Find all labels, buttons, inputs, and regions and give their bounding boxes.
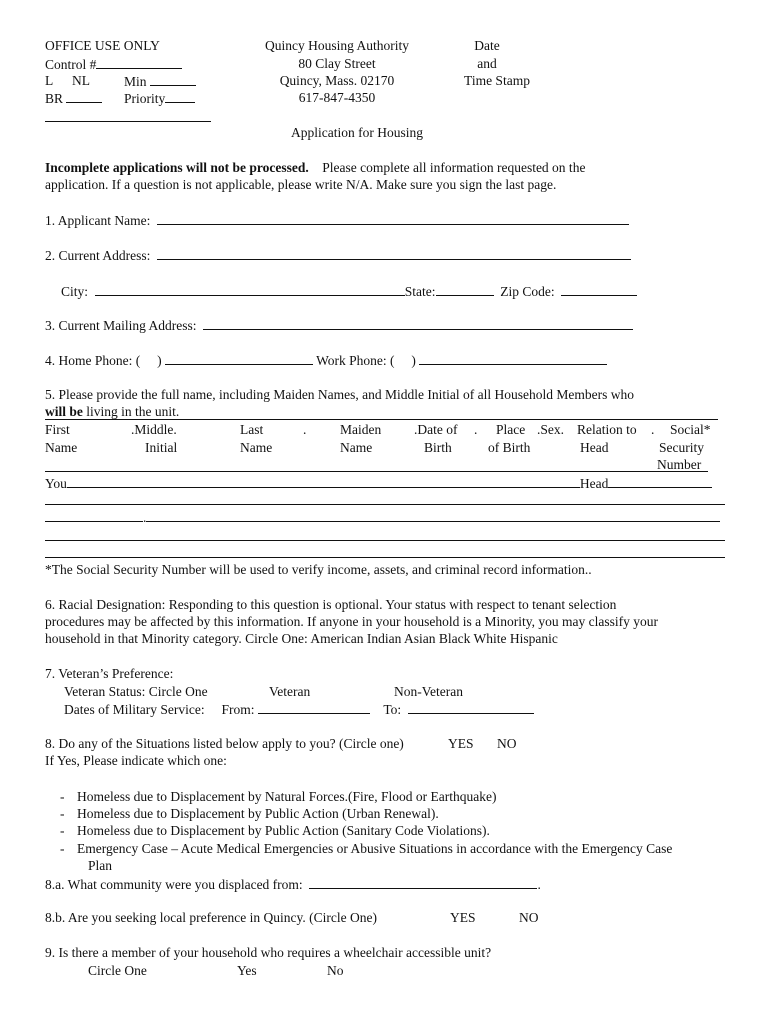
- col-place: Place: [496, 422, 526, 437]
- br-row: [45, 90, 102, 107]
- zip-label: Zip Code:: [500, 284, 555, 299]
- stamp-date: Date: [474, 38, 500, 53]
- bullet-dash: -: [60, 841, 65, 856]
- control-field[interactable]: [96, 56, 182, 69]
- col-first: First: [45, 422, 70, 437]
- col-place-birth: of Birth: [488, 440, 531, 455]
- phone-row: [45, 352, 607, 369]
- zip-field[interactable]: [561, 283, 637, 296]
- household-line-3[interactable]: [45, 540, 725, 541]
- priority-field[interactable]: [165, 90, 195, 103]
- intro-warning: Incomplete applications will not be processed.: [45, 160, 309, 175]
- home-phone-field[interactable]: [165, 352, 313, 365]
- nl-label: NL: [72, 73, 90, 88]
- displaced-row: [45, 876, 541, 893]
- br-label: BR: [45, 91, 64, 106]
- city-row: [61, 283, 637, 300]
- col-dot-2: .: [474, 422, 478, 437]
- table-header-bottom-line: [45, 471, 708, 472]
- household-question: 5. Please provide the full name, including Maiden Names, and Middle Initial of all Household Members who: [45, 387, 634, 402]
- situations-no[interactable]: NO: [497, 736, 517, 751]
- situation-item-continued: Plan: [88, 858, 113, 873]
- br-field[interactable]: [66, 90, 102, 103]
- military-dates-row: [64, 701, 534, 718]
- col-first-name: Name: [45, 440, 78, 455]
- col-relation: Relation to: [577, 422, 637, 437]
- col-middle-initial: Initial: [145, 440, 178, 455]
- current-address-field[interactable]: [157, 247, 631, 260]
- household-question-2: [45, 404, 179, 420]
- stamp-time: Time Stamp: [464, 73, 530, 88]
- to-label: To:: [383, 702, 402, 717]
- col-sex: .Sex.: [537, 422, 564, 437]
- col-number: Number: [657, 457, 702, 472]
- priority-row: [124, 90, 195, 107]
- col-maiden-name: Name: [340, 440, 373, 455]
- city-field[interactable]: [95, 283, 405, 296]
- intro-text-2: application. If a question is not applicable, please write N/A. Make sure you sign the last page.: [45, 177, 557, 192]
- racial-line-1: 6. Racial Designation: Responding to this question is optional. Your status with respect to tenant selection: [45, 597, 617, 612]
- household-line-1[interactable]: [45, 504, 725, 505]
- wheelchair-circle-label: Circle One: [88, 963, 147, 978]
- displaced-end: .: [537, 877, 541, 892]
- state-field[interactable]: [436, 283, 494, 296]
- control-label: Control #: [45, 57, 97, 72]
- col-dob-birth: Birth: [424, 440, 452, 455]
- stamp-and: and: [477, 56, 497, 71]
- local-preference-yes[interactable]: YES: [450, 910, 476, 925]
- mailing-address-label: 3. Current Mailing Address:: [45, 318, 197, 333]
- household-row-2-dot: .: [143, 510, 147, 525]
- household-row-2-first[interactable]: [45, 509, 143, 522]
- col-social: Social*: [670, 422, 711, 437]
- ssn-note: *The Social Security Number will be used to verify income, assets, and criminal record information..: [45, 562, 592, 577]
- current-address-row: [45, 247, 631, 264]
- work-phone-paren: ): [411, 353, 416, 368]
- veteran-status: Veteran Status: Circle One: [64, 684, 208, 699]
- non-veteran-option[interactable]: Non-Veteran: [394, 684, 463, 699]
- displaced-community-field[interactable]: [309, 876, 537, 889]
- authority-city: Quincy, Mass. 02170: [279, 73, 395, 88]
- local-preference-question: 8.b. Are you seeking local preference in Quincy. (Circle One): [45, 910, 377, 925]
- col-dot-1: .: [303, 422, 307, 437]
- office-use-label: OFFICE USE ONLY: [45, 38, 160, 53]
- situations-instruction: If Yes, Please indicate which one:: [45, 753, 227, 768]
- form-title: Application for Housing: [291, 125, 423, 140]
- racial-line-3[interactable]: household in that Minority category. Circle One: American Indian Asian Black White Hispanic: [45, 631, 558, 646]
- authority-street: 80 Clay Street: [298, 56, 376, 71]
- col-security: Security: [659, 440, 704, 455]
- you-field[interactable]: [67, 475, 580, 488]
- table-header-top-line: [45, 419, 718, 420]
- household-row-2-rest[interactable]: [146, 509, 720, 522]
- mailing-address-field[interactable]: [203, 317, 633, 330]
- from-label: From:: [221, 702, 255, 717]
- mailing-address-row: [45, 317, 633, 334]
- work-phone-label: Work Phone: (: [316, 353, 395, 368]
- col-dot-3: .: [651, 422, 655, 437]
- applicant-name-label: 1. Applicant Name:: [45, 213, 151, 228]
- work-phone-field[interactable]: [419, 352, 607, 365]
- situation-item[interactable]: Homeless due to Displacement by Public Action (Sanitary Code Violations).: [77, 823, 490, 838]
- will-be-emphasis: will be: [45, 404, 83, 419]
- you-row: [45, 475, 712, 492]
- intro-text-1: Please complete all information requested on the: [322, 160, 586, 175]
- military-dates-label: Dates of Military Service:: [64, 702, 205, 717]
- bullet-dash: -: [60, 789, 65, 804]
- household-line-4[interactable]: [45, 557, 725, 558]
- priority-label: Priority: [124, 91, 166, 106]
- home-phone-paren: ): [157, 353, 162, 368]
- wheelchair-yes[interactable]: Yes: [237, 963, 257, 978]
- bullet-dash: -: [60, 806, 65, 821]
- situation-item[interactable]: Homeless due to Displacement by Natural Forces.(Fire, Flood or Earthquake): [77, 789, 497, 804]
- you-label: You: [45, 476, 67, 491]
- col-relation-head: Head: [580, 440, 609, 455]
- applicant-name-row: [45, 212, 629, 229]
- control-number: [45, 56, 182, 73]
- col-middle: .Middle.: [131, 422, 177, 437]
- displaced-label: 8.a. What community were you displaced from:: [45, 877, 303, 892]
- intro-line-1: [45, 160, 585, 176]
- living-text: living in the unit.: [82, 404, 180, 419]
- head-label: Head: [579, 476, 609, 491]
- min-field[interactable]: [150, 73, 196, 86]
- local-preference-no[interactable]: NO: [519, 910, 539, 925]
- bullet-dash: -: [60, 823, 65, 838]
- home-phone-label: 4. Home Phone: (: [45, 353, 141, 368]
- situation-item[interactable]: Emergency Case – Acute Medical Emergencies or Abusive Situations in accordance with the Emergency Case: [77, 841, 673, 856]
- applicant-name-field[interactable]: [157, 212, 629, 225]
- veteran-title: 7. Veteran’s Preference:: [45, 666, 174, 681]
- situations-question: 8. Do any of the Situations listed below apply to you? (Circle one): [45, 736, 404, 751]
- household-row-2: [45, 509, 720, 526]
- authority-phone: 617-847-4350: [298, 90, 376, 105]
- situations-yes[interactable]: YES: [448, 736, 474, 751]
- racial-line-2: procedures may be affected by this information. If anyone in your household is a Minority, you may classify your: [45, 614, 658, 629]
- l-label: L: [45, 73, 54, 88]
- you-ssn-field[interactable]: [608, 475, 712, 488]
- col-maiden: Maiden: [340, 422, 382, 437]
- col-last: Last: [240, 422, 264, 437]
- min-row: [124, 73, 196, 90]
- veteran-option[interactable]: Veteran: [269, 684, 311, 699]
- current-address-label: 2. Current Address:: [45, 248, 151, 263]
- situation-item[interactable]: Homeless due to Displacement by Public Action (Urban Renewal).: [77, 806, 439, 821]
- wheelchair-no[interactable]: No: [327, 963, 344, 978]
- col-last-name: Name: [240, 440, 273, 455]
- city-label: City:: [61, 284, 89, 299]
- min-label: Min: [124, 74, 147, 89]
- col-dob: .Date of: [414, 422, 458, 437]
- authority-name: Quincy Housing Authority: [265, 38, 409, 53]
- state-label: State:: [404, 284, 436, 299]
- from-field[interactable]: [258, 701, 370, 714]
- wheelchair-question: 9. Is there a member of your household who requires a wheelchair accessible unit?: [45, 945, 492, 960]
- office-use-divider: [45, 121, 211, 122]
- to-field[interactable]: [408, 701, 534, 714]
